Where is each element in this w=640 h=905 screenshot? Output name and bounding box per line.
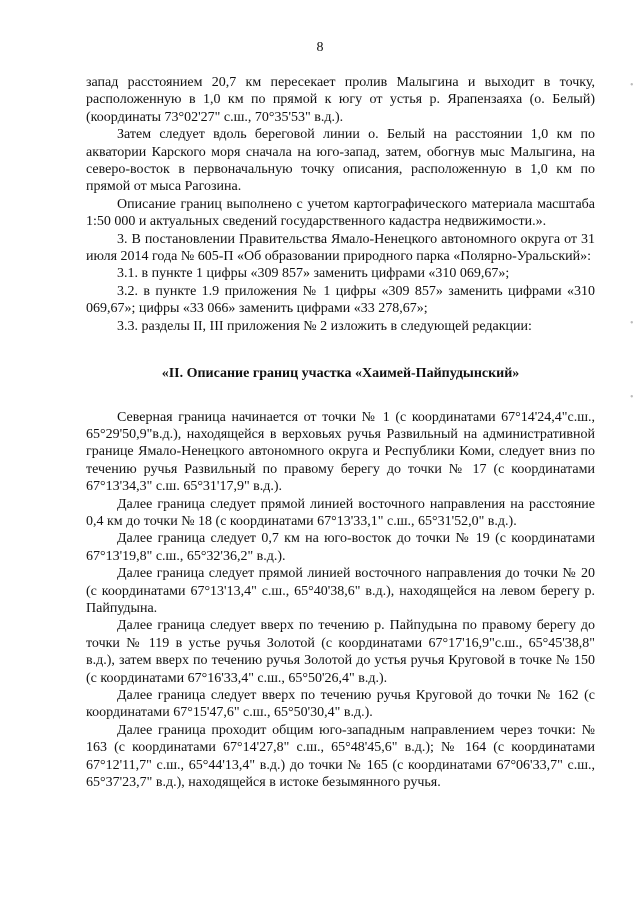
- paragraph-point-20: Далее граница следует прямой линией восточного направления до точки № 20 (с координатами 67°13'13,4" с.ш., 65°40'38,6" в.д.), находящейся на левом берегу р. Пайпудына.: [86, 566, 595, 616]
- scan-edge-mark: •: [630, 392, 634, 403]
- paragraph-description-basis: Описание границ выполнено с учетом картографического материала масштаба 1:50 000 и актуальных сведений государственного кадастра недвижимости.».: [86, 196, 595, 230]
- scan-edge-mark: •: [630, 80, 634, 91]
- paragraph-item-3-1: 3.1. в пункте 1 цифры «309 857» заменить цифрами «310 069,67»;: [117, 266, 510, 282]
- paragraph-item-3-3: 3.3. разделы II, III приложения № 2 изложить в следующей редакции:: [117, 318, 532, 334]
- paragraph-point-19: Далее граница следует 0,7 км на юго-восток до точки № 19 (с координатами 67°13'19,8" с.ш., 65°32'36,2" в.д.).: [86, 531, 595, 564]
- paragraph-point-162: Далее граница следует вверх по течению ручья Круговой до точки № 162 (с координатами 67°15'47,6" с.ш., 65°50'30,4" в.д.).: [86, 688, 595, 721]
- section-heading: «II. Описание границ участка «Хаимей-Пайпудынский»: [161, 366, 520, 382]
- paragraph-point-119-150: Далее граница следует вверх по течению р. Пайпудына по правому берегу до точки № 119 в устье ручья Золотой (с координатами 67°17'16,9"с.ш., 65°45'38,8" в.д.), затем вверх по течению ручья Золотой до устья ручья Круговой в точке № 150 (с координатами 67°16'33,4" с.ш., 65°50'26,4" в.д.).: [86, 618, 595, 686]
- paragraph-coastline: Затем следует вдоль береговой линии о. Белый на расстоянии 1,0 км по акватории Карского моря сначала на юго-запад, затем, обогнув мыс Малыгина, на северо-восток в первоначальную точку описания, расположенную в 1,0 км по прямой от мыса Рагозина.: [86, 127, 595, 195]
- paragraph-continuation: запад расстоянием 20,7 км пересекает пролив Малыгина и выходит в точку, расположенную в 1,0 км по прямой к югу от устья р. Ярапензаяха (о. Белый) (координаты 73°02'27" с.ш., 70°35'53" в.д.).: [86, 75, 595, 125]
- paragraph-points-163-165: Далее граница проходит общим юго-западным направлением через точки: № 163 (с координатами 67°14'27,8" с.ш., 65°48'45,6" в.д.); № 164 (с координатами 67°12'11,7" с.ш., 65°44'13,4" в.д.) до точки № 165 (с координатами 67°06'33,7" с.ш., 65°37'23,7" в.д.), находящейся в истоке безымянного ручья.: [86, 722, 595, 791]
- paragraph-item-3: 3. В постановлении Правительства Ямало-Ненецкого автономного округа от 31 июля 2014 года № 605-П «Об образовании природного парка «Полярно-Уральский»:: [86, 231, 595, 265]
- document-body: [86, 74, 595, 791]
- paragraph-item-3-2: 3.2. в пункте 1.9 приложения № 1 цифры «309 857» заменить цифрами «310 069,67»; цифры «33 066» заменить цифрами «33 278,67»;: [86, 283, 595, 317]
- scan-edge-mark: •: [630, 318, 634, 329]
- paragraph-northern-border: Северная граница начинается от точки № 1 (с координатами 67°14'24,4"с.ш., 65°29'50,9"в.д.), находящейся в верховьях ручья Развильный на административной границе Ямало-Ненецкого автономного округа и Республики Коми, следует вниз по течению ручья Развильный по правому берегу до точки № 17 (с координатами 67°13'34,3" с.ш. 65°31'17,9" в.д.).: [86, 409, 595, 495]
- paragraph-point-18: Далее граница следует прямой линией восточного направления на расстояние 0,4 км до точки № 18 (с координатами 67°13'33,1" с.ш., 65°31'52,0" в.д.).: [86, 496, 595, 529]
- page-number: 8: [316, 40, 324, 55]
